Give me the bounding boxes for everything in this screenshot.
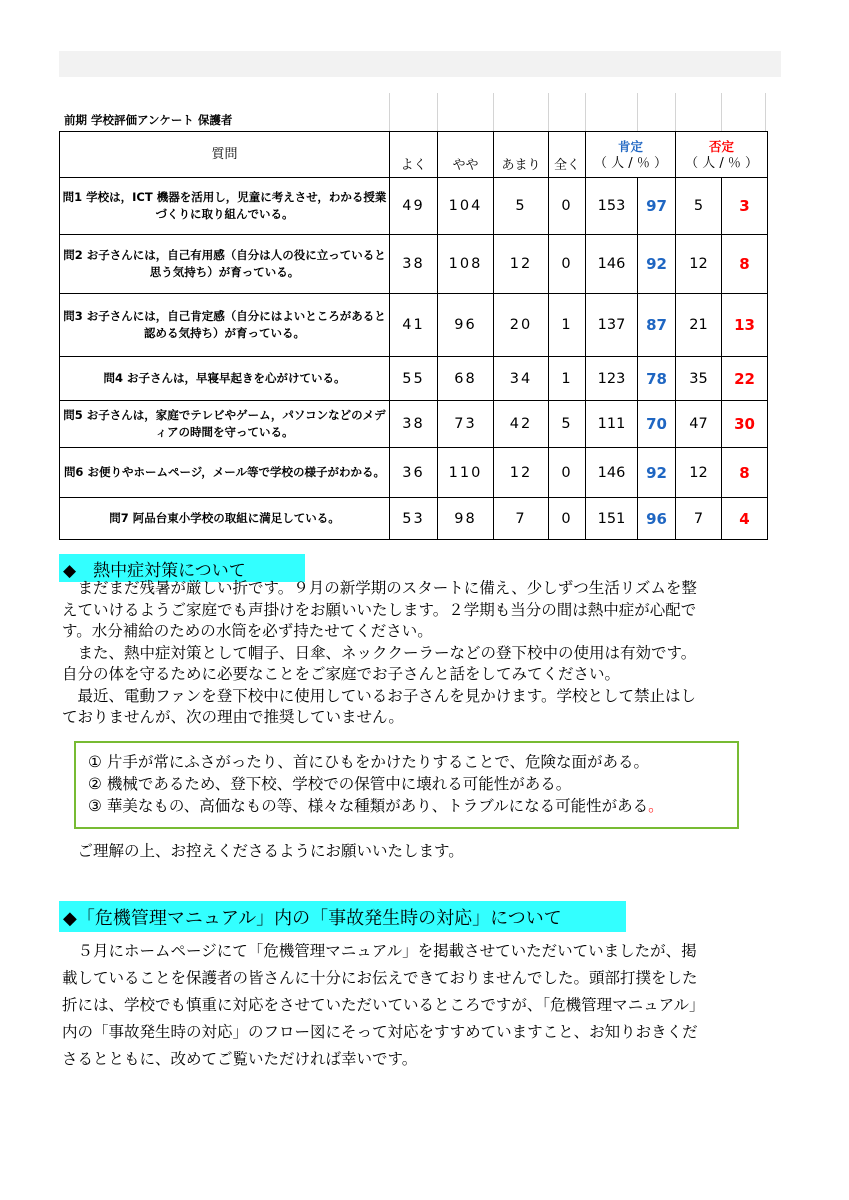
positive-percent-cell: 87: [638, 294, 676, 357]
table-row: [60, 178, 768, 235]
negative-count-cell: 7: [676, 498, 722, 540]
question-cell: 問5 お子さんは，家庭でテレビやゲーム，パソコンなどのメディアの時間を守っている。: [60, 401, 390, 448]
table-row: [60, 235, 768, 294]
reason-item-3-end: 。: [648, 797, 664, 815]
survey-grid-extension: [389, 93, 766, 131]
amari-cell: 34: [494, 357, 549, 401]
heatstroke-p3-line1: 最近、電動ファンを登下校中に使用しているお子さんを見かけます。学校として禁止はし: [62, 686, 696, 705]
survey-title: 前期 学校評価アンケート 保護者: [64, 113, 233, 127]
yoku-cell: 55: [390, 357, 438, 401]
top-gray-band: [59, 51, 781, 77]
header-negative-unit: （ 人 / ％ ）: [685, 155, 758, 171]
mattaku-cell: 1: [549, 294, 586, 357]
positive-percent-cell: 97: [638, 178, 676, 235]
yoku-cell: 36: [390, 448, 438, 498]
reason-item-3: [88, 795, 737, 817]
amari-cell: 42: [494, 401, 549, 448]
positive-count-cell: 151: [586, 498, 638, 540]
negative-percent-cell: 22: [722, 357, 768, 401]
reason-item-3-text: ③ 華美なもの、高価なもの等、様々な種類があり、トラブルになる可能性がある: [88, 797, 649, 815]
question-cell: 問3 お子さんには，自己肯定感（自分にはよいところがあると認める気持ち）が育っている。: [60, 294, 390, 357]
crisis-line1: ５月にホームページにて「危機管理マニュアル」を掲載させていただいていましたが、掲: [62, 942, 697, 960]
amari-cell: 12: [494, 235, 549, 294]
negative-count-cell: 21: [676, 294, 722, 357]
positive-percent-cell: 70: [638, 401, 676, 448]
yaya-cell: 110: [438, 448, 494, 498]
header-negative: [676, 132, 768, 178]
question-cell: 問2 お子さんには，自己有用感（自分は人の役に立っていると思う気持ち）が育っている。: [60, 235, 390, 294]
yaya-cell: 96: [438, 294, 494, 357]
positive-percent-cell: 78: [638, 357, 676, 401]
yaya-cell: 68: [438, 357, 494, 401]
crisis-line3: 折には、学校でも慎重に対応をさせていただいているところですが、「危機管理マニュアル」: [62, 996, 705, 1014]
negative-count-cell: 47: [676, 401, 722, 448]
negative-percent-cell: 3: [722, 178, 768, 235]
positive-count-cell: 153: [586, 178, 638, 235]
heatstroke-heading: ◆ 熱中症対策について: [59, 554, 305, 582]
table-row: [60, 401, 768, 448]
amari-cell: 7: [494, 498, 549, 540]
crisis-line5: さるとともに、改めてご覧いただければ幸いです。: [62, 1050, 418, 1068]
negative-count-cell: 5: [676, 178, 722, 235]
heatstroke-text: [62, 578, 782, 729]
mattaku-cell: 0: [549, 178, 586, 235]
yaya-cell: 98: [438, 498, 494, 540]
mattaku-cell: 0: [549, 498, 586, 540]
yoku-cell: 53: [390, 498, 438, 540]
yoku-cell: 41: [390, 294, 438, 357]
positive-count-cell: 146: [586, 448, 638, 498]
question-cell: 問1 学校は，ICT 機器を活用し，児童に考えさせ，わかる授業づくりに取り組んでいる。: [60, 178, 390, 235]
positive-count-cell: 146: [586, 235, 638, 294]
negative-percent-cell: 8: [722, 235, 768, 294]
yoku-cell: 49: [390, 178, 438, 235]
mattaku-cell: 0: [549, 235, 586, 294]
negative-percent-cell: 8: [722, 448, 768, 498]
crisis-line2: 載していることを保護者の皆さんに十分にお伝えできておりませんでした。頭部打撲をした: [62, 969, 698, 987]
heatstroke-p1-line2: えていけるようご家庭でも声掛けをお願いいたします。２学期も当分の間は熱中症が心配で: [62, 600, 697, 619]
amari-cell: 12: [494, 448, 549, 498]
question-cell: 問7 阿品台東小学校の取組に満足している。: [60, 498, 390, 540]
heatstroke-p2-line2: 自分の体を守るために必要なことをご家庭でお子さんと話をしてみてください。: [62, 665, 621, 683]
question-cell: 問4 お子さんは，早寝早起きを心がけている。: [60, 357, 390, 401]
reasons-box: [74, 741, 739, 829]
header-positive-label: 肯定: [618, 138, 644, 154]
header-negative-label: 否定: [709, 138, 735, 154]
amari-cell: 20: [494, 294, 549, 357]
yaya-cell: 108: [438, 235, 494, 294]
mattaku-cell: 5: [549, 401, 586, 448]
table-row: [60, 498, 768, 540]
crisis-text: [62, 938, 782, 1073]
table-row: [60, 357, 768, 401]
negative-count-cell: 35: [676, 357, 722, 401]
negative-count-cell: 12: [676, 235, 722, 294]
mattaku-cell: 1: [549, 357, 586, 401]
negative-percent-cell: 4: [722, 498, 768, 540]
header-yoku: よく: [390, 132, 438, 178]
table-row: [60, 448, 768, 498]
header-yaya: やや: [438, 132, 494, 178]
header-positive-unit: （ 人 / ％ ）: [594, 155, 667, 171]
survey-header-row: [60, 132, 768, 178]
negative-count-cell: 12: [676, 448, 722, 498]
negative-percent-cell: 13: [722, 294, 768, 357]
table-row: [60, 294, 768, 357]
header-mattaku: 全く: [549, 132, 586, 178]
negative-percent-cell: 30: [722, 401, 768, 448]
reason-item-2: ② 機械であるため、登下校、学校での保管中に壊れる可能性がある。: [88, 775, 572, 793]
heatstroke-p3-line2: ておりませんが、次の理由で推奨していません。: [62, 708, 404, 726]
heatstroke-p1-line1: まだまだ残暑が厳しい折です。９月の新学期のスタートに備え、少しずつ生活リズムを整: [62, 579, 697, 597]
heatstroke-p1-line3: す。水分補給のための水筒を必ず持たせてください。: [62, 622, 433, 640]
crisis-heading: ◆「危機管理マニュアル」内の「事故発生時の対応」について: [59, 901, 626, 932]
positive-percent-cell: 92: [638, 235, 676, 294]
yaya-cell: 104: [438, 178, 494, 235]
heatstroke-closing: ご理解の上、お控えくださるようにお願いいたします。: [62, 842, 464, 860]
yaya-cell: 73: [438, 401, 494, 448]
mattaku-cell: 0: [549, 448, 586, 498]
amari-cell: 5: [494, 178, 549, 235]
yoku-cell: 38: [390, 235, 438, 294]
positive-percent-cell: 96: [638, 498, 676, 540]
heatstroke-p2-line1: また、熱中症対策として帽子、日傘、ネッククーラーなどの登下校中の使用は有効です。: [62, 643, 697, 662]
crisis-line4: 内の「事故発生時の対応」のフロー図にそって対応をすすめていますこと、お知りおきくだ: [62, 1023, 698, 1041]
positive-percent-cell: 92: [638, 448, 676, 498]
header-question: 質問: [60, 132, 390, 178]
survey-table: [59, 131, 768, 540]
positive-count-cell: 123: [586, 357, 638, 401]
header-amari: あまり: [494, 132, 549, 178]
question-cell: 問6 お便りやホームページ，メール等で学校の様子がわかる。: [60, 448, 390, 498]
positive-count-cell: 111: [586, 401, 638, 448]
positive-count-cell: 137: [586, 294, 638, 357]
reason-item-1: ① 片手が常にふさがったり、首にひもをかけたりすることで、危険な面がある。: [88, 753, 650, 771]
header-positive: [586, 132, 676, 178]
yoku-cell: 38: [390, 401, 438, 448]
